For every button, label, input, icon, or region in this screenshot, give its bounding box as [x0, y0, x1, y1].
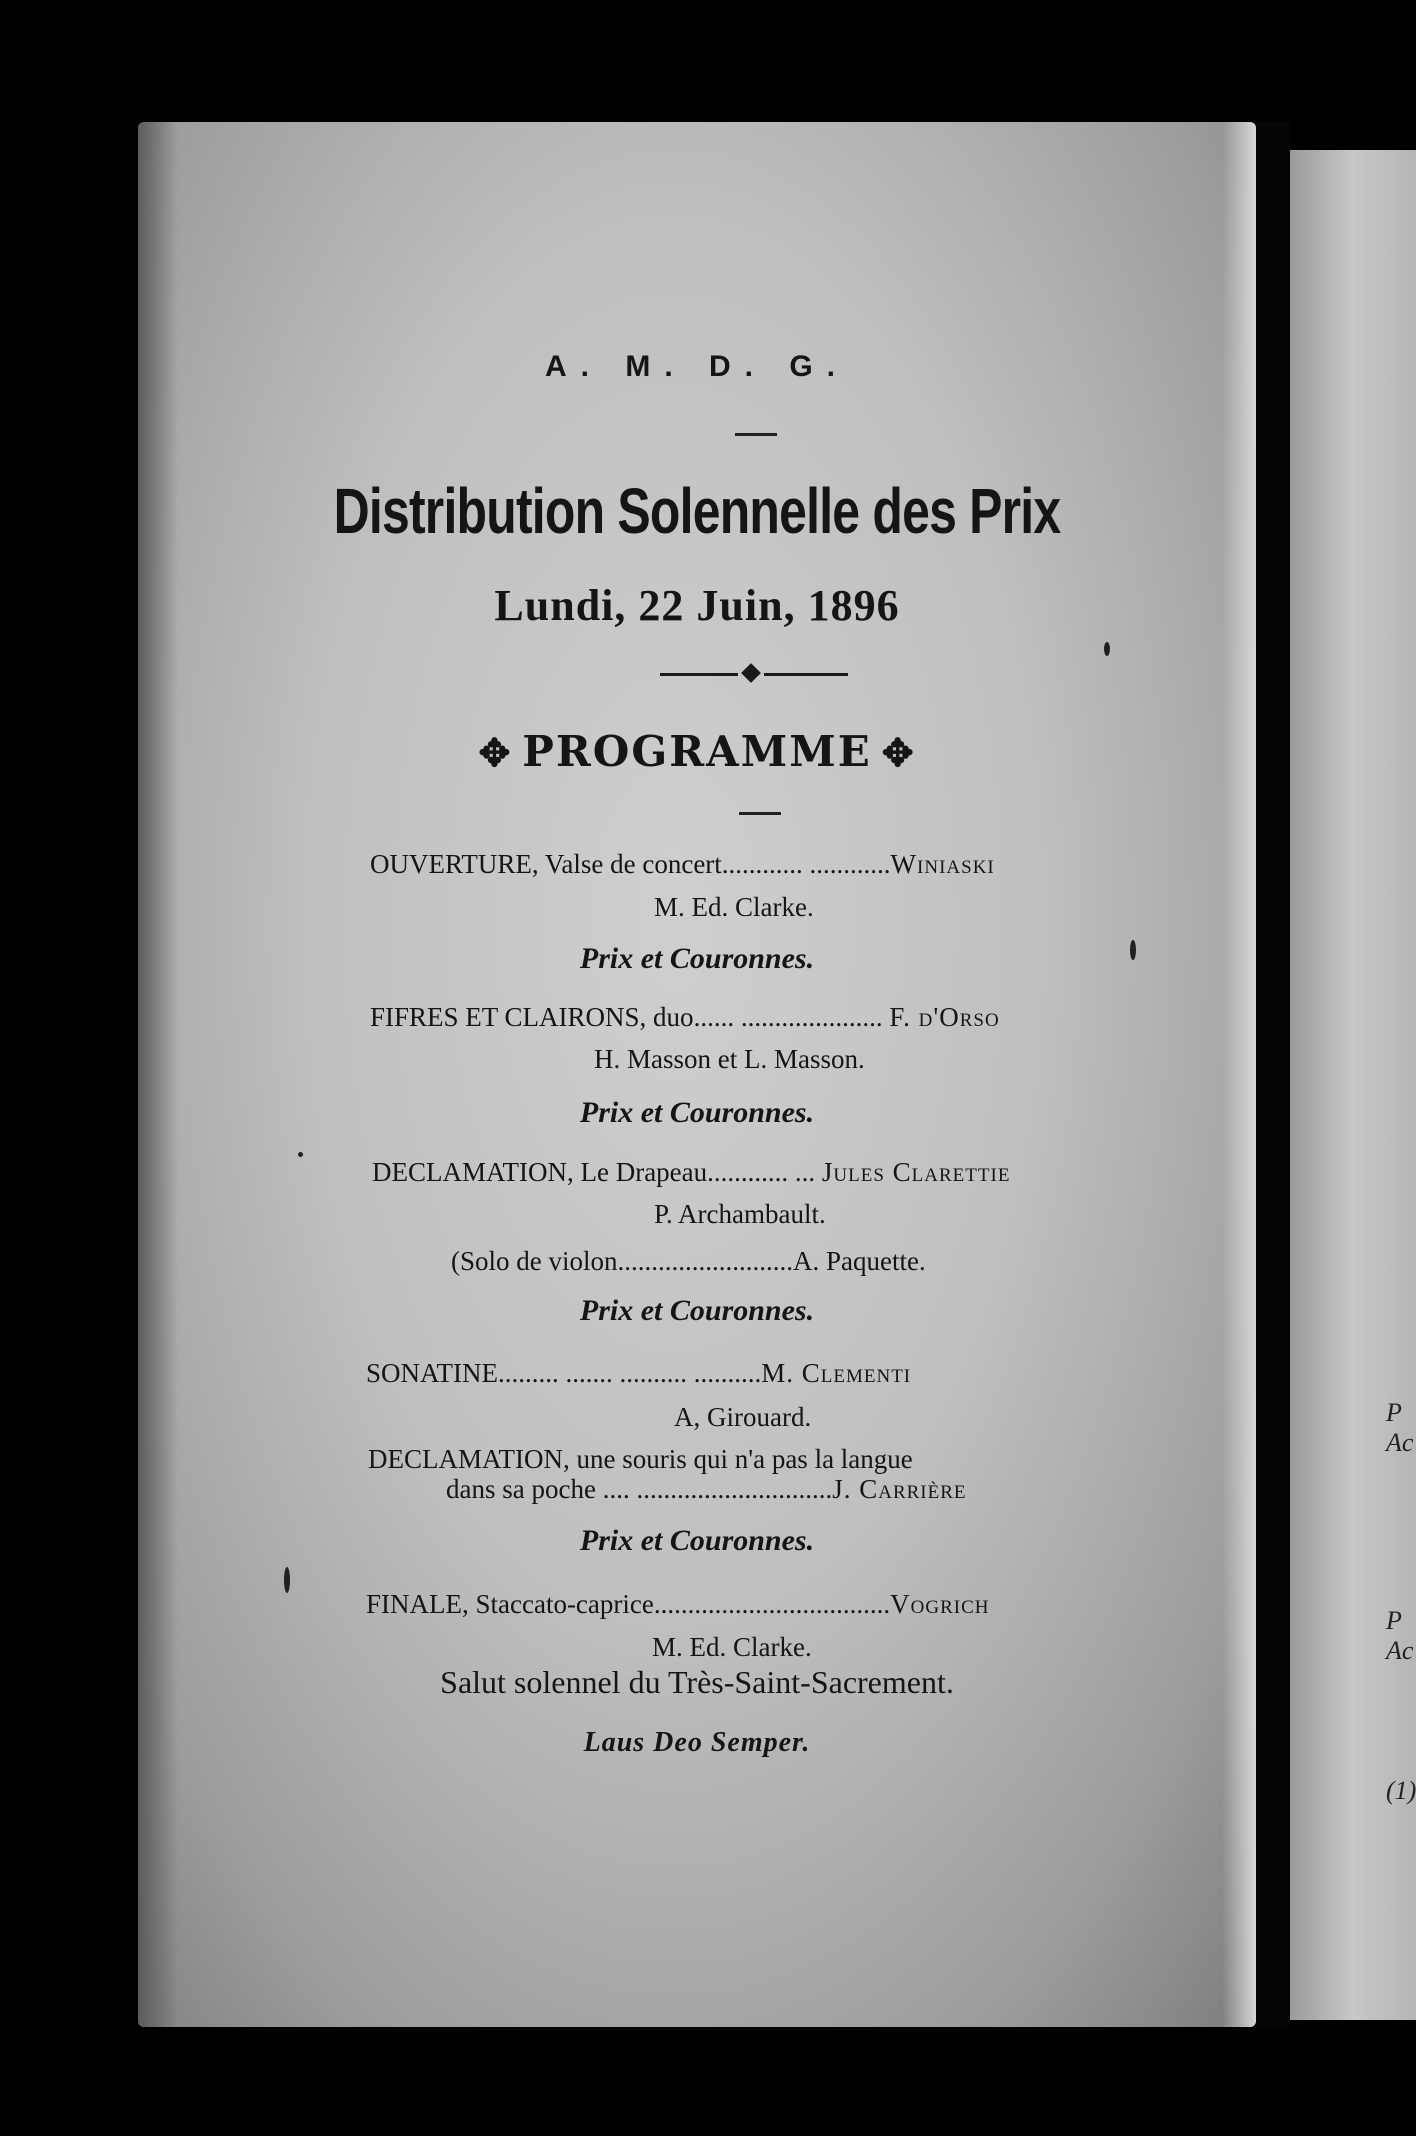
program-item-declamation-drapeau — [372, 1157, 1010, 1188]
short-rule-programme — [739, 812, 781, 815]
performer: M. Ed. Clarke. — [652, 1632, 812, 1662]
motto: A. M. D. G. — [545, 350, 849, 383]
composer: Winiaski — [890, 849, 995, 879]
closing-motto: Laus Deo Semper. — [583, 1727, 811, 1758]
composer: Vogrich — [890, 1589, 990, 1619]
page-gutter — [1256, 122, 1290, 2027]
program-item-finale — [366, 1589, 989, 1620]
piece-title-continued: dans sa poche .... — [446, 1474, 630, 1504]
adjacent-text-fragment: P — [1386, 1398, 1402, 1427]
performer: P. Archambault. — [654, 1199, 826, 1229]
ornament-right-icon: ✥ — [881, 730, 916, 775]
programme-heading — [138, 727, 1256, 776]
performer: A, Girouard. — [674, 1402, 812, 1432]
adjacent-page-edge — [1290, 150, 1416, 2020]
piece-title: FINALE, Staccato-caprice — [366, 1589, 654, 1619]
program-item-ouverture — [370, 849, 995, 880]
dot-leader: ............ ............ — [721, 849, 891, 879]
prix-et-couronnes: Prix et Couronnes. — [579, 942, 815, 975]
dot-leader: ................................... — [653, 1589, 891, 1619]
composer: Jules Clarettie — [821, 1157, 1011, 1187]
program-item-solo-violon — [451, 1246, 926, 1277]
program-item-declamation-souris-line2 — [446, 1474, 967, 1505]
ornament-left-icon: ✥ — [478, 730, 513, 775]
adjacent-text-fragment: (1) — [1386, 1776, 1416, 1805]
piece-title: OUVERTURE, Valse de concert — [370, 849, 722, 879]
composer: M. Clementi — [761, 1358, 912, 1388]
adjacent-text-fragment: P — [1386, 1606, 1402, 1635]
page-title: Distribution Solennelle des Prix — [333, 475, 1061, 547]
prix-et-couronnes: Prix et Couronnes. — [579, 1096, 815, 1129]
dot-leader: ...... ..................... — [693, 1002, 883, 1032]
event-date: Lundi, 22 Juin, 1896 — [494, 581, 900, 630]
piece-title: DECLAMATION, une souris qui n'a pas la langue — [368, 1444, 913, 1474]
performer: M. Ed. Clarke. — [654, 892, 814, 922]
ornament-rule-left — [660, 673, 738, 676]
prix-et-couronnes: Prix et Couronnes. — [579, 1524, 815, 1557]
adjacent-text-fragment: Ac — [1386, 1636, 1414, 1665]
prix-et-couronnes: Prix et Couronnes. — [579, 1294, 815, 1327]
performer: H. Masson et L. Masson. — [594, 1044, 865, 1074]
print-speck — [1104, 642, 1110, 656]
closing-salut: Salut solennel du Très-Saint-Sacrement. — [440, 1664, 954, 1700]
piece-title: FIFRES ET CLAIRONS, duo — [370, 1002, 694, 1032]
composer: J. Carrière — [832, 1474, 967, 1504]
composer: F. d'Orso — [889, 1002, 1000, 1032]
print-speck — [284, 1567, 290, 1593]
program-item-sonatine — [366, 1358, 911, 1389]
program-item-fifres — [370, 1002, 1000, 1033]
dot-leader: ............ ... — [707, 1157, 816, 1187]
piece-title: DECLAMATION, Le Drapeau — [372, 1157, 708, 1187]
dot-leader: ............................. — [636, 1474, 833, 1504]
print-speck — [1130, 940, 1136, 960]
program-page — [138, 122, 1256, 2027]
ornament-diamond — [741, 663, 761, 683]
dot-leader: ......... ....... .......... .......... — [498, 1358, 762, 1388]
short-rule-top — [735, 433, 777, 436]
piece-title: SONATINE — [366, 1358, 498, 1388]
program-item-declamation-souris — [368, 1444, 913, 1475]
composer: A. Paquette. — [793, 1246, 926, 1276]
piece-title: (Solo de violon — [451, 1246, 618, 1276]
programme-label: PROGRAMME — [522, 727, 872, 776]
dot-leader: .......................... — [617, 1246, 793, 1276]
print-speck — [298, 1152, 303, 1157]
adjacent-text-fragment: Ac — [1386, 1428, 1414, 1457]
ornament-rule-right — [764, 673, 848, 676]
